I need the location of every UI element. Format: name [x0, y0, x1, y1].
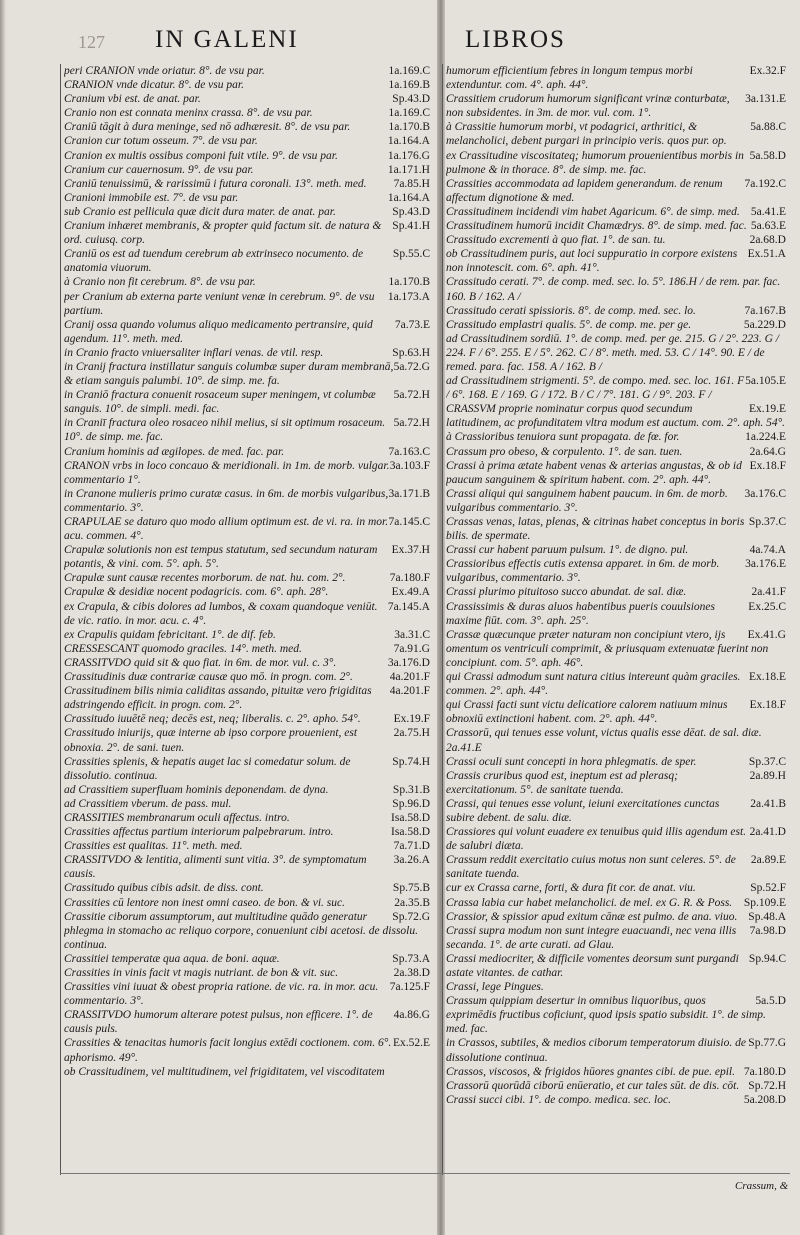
index-entry-text: à Cranio non fit cerebrum. 8°. de vsu par. — [64, 276, 256, 289]
index-entry-text: à Crassitie humorum morbi, vt podagrici, arthritici, & melancholici, debent purgari in principio veris. quos pur. op. — [446, 121, 727, 148]
index-entry-text: Cranium inhæret membranis, & propter quid factum sit. de natura & ord. cuiusq. corp. — [64, 220, 382, 247]
index-entry — [446, 233, 786, 247]
index-entry-text: Crassi à prima ætate habent venas & arterias angustas, & ob id paucum sanguinem & spiritum habent. com. 2°. aph. 44°. — [446, 459, 742, 486]
index-entry-text: Crassities cū lentore non inest omni caseo. de bon. & vi. suc. — [64, 896, 345, 909]
index-entry-text: ad Crassitudinem sordiū. 1°. de comp. med. per ge. 215. G / 2°. 223. G / 224. F / 6°. 255. E / 5°. 262. C / 8°. meth. med. 53. C / 14°. 90. E / de remed. para. fac. 158. A / 162. B / — [446, 332, 779, 373]
index-entry-reference: 4a.86.G — [393, 1009, 430, 1022]
index-entry-text: Cranion ex multis ossibus componi fuit vtile. 9°. de vsu par. — [64, 149, 338, 162]
index-entry — [64, 670, 430, 684]
index-entry — [446, 600, 786, 628]
index-entry — [446, 557, 786, 585]
index-entry-text: Cranioni immobile est. 7°. de vsu par. — [64, 191, 239, 204]
index-entry-reference: Ex.18.F — [749, 459, 786, 472]
index-entry — [64, 628, 430, 642]
index-entry-reference: Sp.73.A — [392, 952, 430, 965]
index-entry — [446, 459, 786, 487]
index-entry-text: Crassities splenis, & hepatis auget lac si comedatur solum. de dissolutio. continua. — [64, 755, 351, 782]
index-entry-reference: Sp.63.H — [392, 346, 430, 359]
index-entry — [64, 247, 430, 275]
index-entry — [64, 881, 430, 895]
index-entry-text: Crassities accommodata ad lapidem generandum. de renum affectum dignotione & med. — [446, 177, 723, 204]
index-entry — [64, 487, 430, 515]
index-entry — [64, 106, 430, 120]
index-entry-text: Crassitie ciborum assumptorum, aut multitudine quādo generatur phlegma in stomacho ac reliquo corpore, conueniunt cibi acetosi. de dissolu. continua. — [64, 910, 418, 951]
index-entry — [64, 360, 430, 388]
index-entry — [446, 670, 786, 698]
index-entry-text: Crassi, lege Pingues. — [446, 981, 544, 994]
index-entry-text: Craniū os est ad tuendum cerebrum ab extrinseco nocumento. de anatomia viuorum. — [64, 248, 364, 275]
index-entry-text: per Cranium ab externa parte veniunt venæ in cerebrum. 9°. de vsu partium. — [64, 290, 375, 317]
index-entry — [64, 134, 430, 148]
index-entry-reference: 1a.170.B — [388, 276, 430, 289]
running-head-left: IN GALENI — [155, 26, 299, 53]
index-entry-text: Crassi succi cibi. 1°. de compo. medica. sec. loc. — [446, 1093, 671, 1106]
index-entry-text: CRANION vnde dicatur. 8°. de vsu par. — [64, 79, 244, 92]
index-entry — [64, 163, 430, 177]
index-entry-text: Crassi aliqui qui sanguinem habent paucum. in 6m. de morb. vulgaribus commentario. 3°. — [446, 487, 728, 514]
index-entry — [64, 712, 430, 726]
index-entry — [446, 275, 786, 303]
index-entry — [446, 797, 786, 825]
index-entry-reference: Isa.58.D — [391, 811, 430, 824]
index-entry — [64, 839, 430, 853]
index-entry — [446, 205, 786, 219]
index-entry-reference: 2a.89.H — [749, 769, 786, 782]
index-entry-reference: Sp.77.G — [748, 1037, 786, 1050]
index-entry-text: Cranion cur totum osseum. 7°. de vsu par. — [64, 135, 258, 148]
index-entry-text: Crassities in vinis facit vt magis nutriant. de bon & vit. suc. — [64, 967, 339, 979]
index-entry — [64, 64, 430, 78]
index-entry-reference: 1a.176.G — [387, 149, 430, 162]
index-entry-text: Cranio non est connata meninx crassa. 8°. de vsu par. — [64, 107, 313, 120]
index-entry-text: CRASSITIES membranarum oculi affectus. intro. — [64, 811, 290, 824]
index-entry-reference: 2a.38.D — [393, 967, 430, 979]
index-entry — [446, 247, 786, 275]
index-entry — [64, 952, 430, 966]
index-entry-reference: Sp.96.D — [392, 797, 430, 810]
index-entry-reference: 2a.75.H — [393, 727, 430, 740]
index-entry-reference: 7a.192.C — [744, 177, 786, 190]
index-entry — [446, 825, 786, 853]
index-entry-text: CRASSITVDO humorum alterare potest pulsus, non efficere. 1°. de causis puls. — [64, 1009, 373, 1036]
catchword: Crassum, & — [735, 1180, 789, 1192]
index-entry-reference: 5a.208.D — [743, 1093, 786, 1106]
index-entry-text: sub Cranio est pellicula quæ dicit dura mater. de anat. par. — [64, 205, 336, 218]
index-entry-reference: 5a.229.D — [743, 318, 786, 331]
index-entry — [446, 92, 786, 120]
index-entry — [64, 980, 430, 1008]
page-edge-shadow — [0, 0, 6, 1235]
index-entry — [64, 346, 430, 360]
index-entry-reference: 2a.68.D — [749, 234, 786, 247]
index-entry-reference: 4a.74.A — [749, 544, 786, 557]
index-entry-text: Crassissimis & duras aluos habentibus pueris couulsiones maxime fiūt. com. 3°. aph. 25°. — [446, 600, 715, 627]
index-column-left — [64, 64, 430, 1179]
index-entry-reference: 2a.35.B — [394, 896, 430, 909]
index-entry-reference: 7a.73.E — [394, 318, 430, 331]
index-entry — [446, 1093, 786, 1107]
index-entry-reference: Sp.74.H — [392, 755, 430, 768]
page-bottom-rule — [60, 1173, 790, 1174]
index-entry — [64, 515, 430, 543]
index-entry — [64, 797, 430, 811]
index-entry-text: Crassi cur habent paruum pulsum. 1°. de digno. pul. — [446, 544, 689, 557]
index-entry-reference: 2a.64.G — [749, 445, 786, 458]
index-entry-text: ob Crassitudinem, vel multitudinem, vel frigiditatem, vel viscoditatem — [64, 1065, 385, 1078]
index-entry-text: Crassitudinem bilis nimia caliditas assando, pituitæ vero frigiditas adstringendo efficit. in progn. com. 2°. — [64, 685, 372, 712]
index-entry-reference: Sp.41.H — [392, 220, 430, 233]
index-entry-text: Craniū tenuissimū, & rarissimū i futura coronali. 13°. meth. med. — [64, 177, 367, 190]
index-entry-text: Cranium hominis ad ægilopes. de med. fac. par. — [64, 445, 285, 458]
index-entry-text: CRASSITVDO quid sit & quo fiat. in 6m. de mor. vul. c. 3°. — [64, 656, 337, 669]
index-entry-text: Crassiores qui volunt euadere ex tenuibus quid illis agendum est. de salubri diæta. — [446, 826, 747, 853]
index-entry-reference: Ex.32.F — [749, 65, 786, 77]
index-entry-text: Crapulæ & desidiæ nocent podagricis. com. 6°. aph. 28°. — [64, 586, 329, 599]
index-entry — [64, 543, 430, 571]
index-entry — [446, 896, 786, 910]
book-gutter — [437, 0, 445, 1235]
index-entry-text: ex Crapulis quidam febricitant. 1°. de dif. feb. — [64, 628, 276, 641]
index-entry-reference: 7a.167.B — [744, 304, 786, 317]
index-entry — [64, 318, 430, 346]
index-entry-reference: 1a.173.A — [387, 290, 430, 303]
index-entry — [64, 205, 430, 219]
index-entry-reference: Ex.51.A — [747, 248, 786, 261]
index-entry — [446, 543, 786, 557]
index-entry-reference: 2a.41.F — [751, 586, 786, 599]
index-entry-reference: 2a.41.B — [750, 797, 786, 810]
index-entry — [446, 994, 786, 1036]
index-entry-text: Crassitudo iuuētē neq; decēs est, neq; liberalis. c. 2°. apho. 54°. — [64, 713, 361, 726]
index-entry-text: Crapulæ solutionis non est tempus statutum, sed secundum naturam potantis, & vini. com. 5°. aph. 5°. — [64, 544, 378, 571]
index-entry — [446, 980, 786, 994]
index-entry — [64, 459, 430, 487]
index-entry — [64, 783, 430, 797]
index-entry-text: Crassior, & spissior apud exitum cānæ est pulmo. de ana. viuo. — [446, 910, 738, 923]
index-entry-text: Crassities vini iuuat & obest propria ratione. de vic. ra. in mor. acu. commentario. 3°. — [64, 981, 379, 1008]
index-entry-reference: Ex.25.C — [748, 600, 786, 613]
index-entry-reference: 1a.169.B — [388, 79, 430, 92]
index-entry-reference: Sp.37.C — [748, 755, 786, 768]
index-entry — [446, 698, 786, 726]
index-entry-text: CRASSITVDO & lentitia, alimenti sunt vitia. 3°. de symptomatum causis. — [64, 854, 367, 881]
index-entry — [446, 374, 786, 402]
index-entry — [446, 445, 786, 459]
index-entry — [446, 120, 786, 148]
index-entry-reference: 4a.201.F — [389, 671, 430, 684]
index-entry-reference: 3a.31.C — [394, 628, 430, 641]
index-entry-reference: 5a.72.G — [393, 360, 430, 373]
index-entry-reference: 5a.72.H — [393, 417, 430, 430]
index-entry — [446, 515, 786, 543]
page-folio: 127 — [78, 32, 105, 52]
index-entry-text: Crassitudinem humorū incidit Chamædrys. 8°. de simp. med. fac. — [446, 220, 747, 233]
index-entry — [64, 585, 430, 599]
index-entry — [64, 853, 430, 881]
index-entry-reference: 1a.224.E — [745, 431, 786, 444]
index-entry — [64, 177, 430, 191]
index-entry-reference: 5a.105.E — [745, 375, 786, 388]
index-entry-reference: 1a.164.A — [387, 191, 430, 204]
index-entry-text: in Cranone mulieris primo curatæ casus. in 6m. de morbis vulgaribus, commentario. 3°. — [64, 487, 389, 514]
index-entry-text: Crassi, qui tenues esse volunt, ieiuni exercitationes cunctas subire debent. de salu. diæ. — [446, 797, 720, 824]
index-entry — [64, 1065, 430, 1079]
index-entry-text: Crassities & tenacitas humoris facit longius extēdi coctionem. com. 6°. aphorismo. 49°. — [64, 1037, 392, 1064]
index-entry — [64, 1008, 430, 1036]
index-entry-text: Crassis cruribus quod est, ineptum est ad plerasq; exercitationum. 5°. de sanitate tuenda. — [446, 769, 678, 796]
index-entry-text: Crassi mediocriter, & difficile vomentes deorsum sunt purgandi astate vitantes. de cathar. — [446, 952, 739, 979]
index-entry-reference: Sp.43.D — [392, 205, 430, 218]
index-entry-text: Crassum quippiam desertur in omnibus liquoribus, quos exprimēdis fructibus coficiunt, quod ipsis spatio subsidit. 1°. de simp. med. fac. — [446, 995, 766, 1036]
index-entry-reference: 3a.171.B — [388, 487, 430, 500]
index-entry-text: à Crassioribus tenuiora sunt propagata. de fœ. for. — [446, 431, 680, 444]
index-entry-text: Crassum reddit exercitatio cuius motus non sunt celeres. 5°. de sanitate tuenda. — [446, 854, 736, 881]
index-entry-text: ad Crassitiem superfluam hominis deponendam. de dyna. — [64, 783, 329, 796]
index-entry — [446, 1036, 786, 1064]
index-entry-text: ob Crassitudinem puris, aut loci suppuratio in corpore existens non innotescit. com. 6°. aph. 41°. — [446, 248, 738, 275]
index-entry-reference: 1a.171.H — [387, 163, 430, 176]
index-entry-reference: 5a.88.C — [750, 121, 786, 134]
index-entry-text: Crassi oculi sunt concepti in hora phlegmatis. de sper. — [446, 755, 697, 768]
index-entry — [446, 318, 786, 332]
index-entry-reference: 1a.169.C — [388, 65, 430, 77]
index-entry-text: CRAPULAE se daturo quo modo allium optimum est. de vi. ra. in mor. acu. commen. 4°. — [64, 516, 389, 543]
index-entry — [64, 149, 430, 163]
index-entry — [64, 656, 430, 670]
index-entry-reference: Ex.19.E — [748, 403, 786, 416]
index-entry-reference: 2a.89.E — [750, 854, 786, 867]
index-entry — [64, 219, 430, 247]
index-entry-text: Crassitudo cerati spissioris. 8°. de comp. med. sec. lo. — [446, 304, 696, 317]
index-entry-reference: 3a.176.C — [744, 487, 786, 500]
index-entry-text: Crassum pro obeso, & corpulento. 1°. de san. tuen. — [446, 445, 683, 458]
index-entry-reference: 7a.180.F — [389, 572, 430, 585]
index-entry-text: CRASSVM proprie nominatur corpus quod secundum latitudinem, ac profunditatem vltra modum est auctum. com. 2°. aph. 54°. — [446, 403, 786, 430]
index-entry — [64, 600, 430, 628]
index-entry-reference: 7a.85.H — [393, 177, 430, 190]
index-entry-text: in Craniī fractura oleo rosaceo nihil melius, si sit optimum rosaceum. 10°. de simp. me. fac. — [64, 417, 386, 444]
index-entry — [446, 910, 786, 924]
index-entry — [446, 769, 786, 797]
index-entry-text: Crassioribus effectis cutis extensa apparet. in 6m. de morb. vulgaribus, commentario. 3°. — [446, 558, 720, 585]
index-entry-text: Crassitudinem incidendi vim habet Agaricum. 6°. de simp. med. — [446, 205, 740, 218]
index-entry-reference: 5a.72.H — [393, 389, 430, 402]
index-entry — [64, 896, 430, 910]
index-entry — [446, 177, 786, 205]
index-entry — [446, 304, 786, 318]
index-entry-reference: 4a.201.F — [389, 685, 430, 698]
index-entry-text: in Cranij fractura instillatur sanguis columbæ super duram membranā, & etiam sanguis palumbi. 10°. de simp. me. fa. — [64, 360, 394, 388]
index-entry-reference: Sp.48.A — [748, 910, 786, 923]
index-entry — [64, 275, 430, 289]
index-entry-reference: Sp.94.C — [748, 952, 786, 965]
index-entry — [64, 120, 430, 134]
index-entry-text: Crassities est qualitas. 11°. meth. med. — [64, 840, 243, 853]
index-entry — [446, 430, 786, 444]
index-entry-reference: 7a.91.G — [393, 642, 430, 655]
index-entry — [446, 755, 786, 769]
column-rule-left — [60, 64, 61, 1175]
index-entry-reference: 3a.176.D — [387, 656, 430, 669]
index-entry-text: Cranium vbi est. de anat. par. — [64, 93, 201, 106]
index-entry-text: Crassi supra modum non sunt integre euacuandi, nec vena illis secanda. 1°. de arte curati. ad Glau. — [446, 924, 737, 951]
index-entry-text: Crassas venas, latas, plenas, & citrinas habet conceptus in boris bilis. de spermate. — [446, 516, 745, 543]
index-entry-reference: 7a.145.C — [388, 516, 430, 528]
index-entry — [446, 952, 786, 980]
index-column-right — [446, 64, 786, 1179]
index-entry — [64, 811, 430, 825]
index-entry — [64, 290, 430, 318]
index-entry-reference: 3a.131.E — [745, 93, 786, 106]
index-entry-reference: 5a.41.E — [750, 205, 786, 218]
index-entry-reference: 1a.170.B — [388, 121, 430, 134]
index-entry-reference: Sp.72.G — [392, 910, 430, 923]
index-entry-text: Cranium cur cauernosum. 9°. de vsu par. — [64, 163, 254, 176]
index-entry-text: qui Crassi facti sunt victu delicatiore calorem natiuum minus obnoxiū extinctioni habent. com. 2°. aph. 44°. — [446, 699, 728, 726]
index-entry — [446, 149, 786, 177]
index-entry-text: Crassitudo iniurijs, quæ interne ab ipso corpore prouenient, est obnoxia. 2°. de sani. tuen. — [64, 727, 358, 754]
index-entry — [446, 585, 786, 599]
index-entry-reference: Ex.19.F — [393, 713, 430, 726]
index-entry-text: Crassitudo excrementi à quo fiat. 1°. de san. tu. — [446, 234, 666, 247]
index-entry-text: Cranij ossa quando volumus aliquo medicamento pertransire, quid agendum. 11°. meth. med. — [64, 318, 373, 345]
index-entry-text: Crassorū, qui tenues esse volunt, victus qualis esse dēat. de sal. diæ. 2a.41.E — [446, 727, 762, 754]
index-entry — [64, 966, 430, 980]
index-entry — [64, 1036, 430, 1064]
index-entry-text: Crassos, viscosos, & frigidos hūores gnantes cibi. de pue. epil. — [446, 1065, 735, 1078]
index-entry-reference: 2a.41.D — [749, 826, 786, 839]
index-entry-reference: Sp.75.B — [392, 882, 430, 895]
index-entry-text: in Cranio fracto vniuersaliter inflari venas. de vtil. resp. — [64, 346, 324, 359]
index-entry-text: peri CRANION vnde oriatur. 8°. de vsu par. — [64, 65, 265, 77]
index-entry-reference: Ex.18.E — [748, 671, 786, 684]
index-entry — [64, 910, 430, 952]
running-head-right: LIBROS — [465, 26, 566, 53]
index-entry-text: cur ex Crassa carne, forti, & dura fit cor. de anat. viu. — [446, 882, 696, 895]
index-entry — [64, 78, 430, 92]
index-entry-reference: Sp.72.H — [748, 1079, 786, 1092]
index-entry-reference: 3a.176.E — [745, 558, 786, 571]
index-entry — [446, 853, 786, 881]
index-entry — [64, 726, 430, 754]
index-entry-reference: 1a.169.C — [388, 107, 430, 120]
index-entry — [446, 332, 786, 374]
index-entry-text: Crassitiem crudorum humorum significant vrinæ conturbatæ, non subsidentes. in 3m. de mor. vul. com. 1°. — [446, 93, 730, 120]
index-entry — [446, 881, 786, 895]
index-entry-reference: 7a.98.D — [749, 924, 786, 937]
index-entry-text: Crassitudinis duæ contrariæ causæ quo mō. in progn. com. 2°. — [64, 671, 353, 684]
index-entry-text: qui Crassi admodum sunt natura citius intereunt quàm graciles. commen. 2°. aph. 44°. — [446, 671, 741, 698]
index-entry-reference: Sp.55.C — [392, 248, 430, 261]
index-entry-reference: Ex.37.H — [391, 544, 430, 557]
index-entry-reference: 3a.103.F — [389, 459, 430, 472]
index-entry-text: Crassities affectus partium interiorum palpebrarum. intro. — [64, 826, 334, 839]
index-entry-text: humorum efficientium febres in longum tempus morbi extenduntur. com. 4°. aph. 44°. — [446, 65, 693, 92]
index-entry-reference: 1a.164.A — [387, 135, 430, 148]
index-entry-reference: 7a.180.D — [743, 1065, 786, 1078]
index-entry — [64, 388, 430, 416]
index-entry-reference: 7a.163.C — [388, 445, 430, 458]
index-entry — [446, 924, 786, 952]
index-entry-text: Crassa labia cur habet melancholici. de mel. ex G. R. & Poss. — [446, 896, 733, 909]
index-entry-text: ex Crassitudine viscositateq; humorum prouenientibus morbis in pulmone & in thorace. 8°. de simp. me. fac. — [446, 149, 744, 176]
index-entry — [446, 628, 786, 670]
index-entry-text: ad Crassitudinem strigmenti. 5°. de compo. med. sec. loc. 161. F / 6°. 168. E / 169. G / 172. B / C / 7°. 181. G / 9°. 203. F / — [446, 375, 745, 402]
index-entry-reference: 7a.71.D — [393, 840, 430, 853]
index-entry — [64, 445, 430, 459]
index-entry-text: Crassitudo cerati. 7°. de comp. med. sec. lo. 5°. 186.H / de rem. par. fac. 160. B / 162. A / — [446, 276, 781, 303]
index-entry — [64, 92, 430, 106]
index-entry-text: in Craniō fractura conuenit rosaceum super meningem, vt columbæ sanguis. 10°. de simpli. medi. fac. — [64, 389, 376, 416]
index-entry — [64, 755, 430, 783]
index-entry-reference: Sp.52.F — [750, 882, 786, 895]
index-entry-reference: Ex.49.A — [391, 586, 430, 599]
index-entry — [446, 402, 786, 430]
index-entry — [446, 219, 786, 233]
index-entry — [446, 64, 786, 92]
index-entry-text: Crassi plurimo pituitoso succo abundat. de sal. diæ. — [446, 586, 687, 599]
index-entry-text: Craniū tāgit à dura meninge, sed nō adhæresit. 8°. de vsu par. — [64, 121, 351, 134]
index-entry — [446, 1079, 786, 1093]
index-entry-text: in Crassos, subtiles, & medios ciborum temperatorum diuisio. de dissolutione continua. — [446, 1037, 746, 1064]
index-entry — [64, 416, 430, 444]
index-entry — [446, 1065, 786, 1079]
index-entry-reference: Sp.109.E — [743, 896, 786, 909]
index-entry-reference: 7a.145.A — [387, 600, 430, 613]
index-entry-reference: Sp.43.D — [392, 93, 430, 106]
index-entry-reference: 3a.26.A — [393, 854, 430, 867]
index-entry-text: ex Crapula, & cibis dolores ad lumbos, & coxam quandoque veniūt. de vic. ratio. in mor. acu. c. 4°. — [64, 600, 378, 627]
index-entry-reference: Sp.31.B — [392, 783, 430, 796]
index-entry-reference: Ex.41.G — [747, 628, 786, 641]
index-entry-text: CRESSESCANT quomodo graciles. 14°. meth. med. — [64, 642, 302, 655]
index-entry — [446, 726, 786, 754]
index-entry — [64, 642, 430, 656]
index-entry — [446, 487, 786, 515]
column-rule-right — [442, 64, 443, 1175]
index-entry-reference: Isa.58.D — [391, 826, 430, 839]
index-entry-reference: Sp.37.C — [748, 516, 786, 528]
index-entry-text: Crassitudo quibus cibis adsit. de diss. cont. — [64, 882, 264, 895]
index-entry-text: CRANON vrbs in loco concauo & meridionali. in 1m. de morb. vulgar. commentario 1°. — [64, 459, 390, 486]
index-entry-reference: Ex.52.E — [392, 1037, 430, 1050]
index-entry-reference: 5a.63.E — [750, 220, 786, 233]
index-entry-reference: 5a.58.D — [749, 149, 786, 162]
index-entry-text: Crassitiei temperatæ qua aqua. de boni. aquæ. — [64, 952, 280, 965]
index-entry — [64, 825, 430, 839]
index-entry-reference: 5a.5.D — [755, 995, 786, 1008]
index-entry — [64, 684, 430, 712]
index-entry — [64, 191, 430, 205]
index-entry-text: Crassæ quæcunque præter naturam non concipiunt vtero, ijs omentum os ventriculi comprimit, & priusquam extenuatæ fuerint non concipiunt. com. 5°. aph. 46°. — [446, 628, 769, 669]
index-entry-text: Crassorū quorūdā ciborū enūeratio, et cur tales sūt. de dis. cōt. — [446, 1079, 740, 1092]
index-entry — [64, 571, 430, 585]
index-entry-text: Crapulæ sunt causæ recentes morborum. de nat. hu. com. 2°. — [64, 572, 346, 585]
index-entry-reference: Ex.18.F — [749, 699, 786, 712]
index-entry-text: ad Crassitiem vberum. de pass. mul. — [64, 797, 232, 810]
index-entry-reference: 7a.125.F — [389, 981, 430, 994]
index-entry-text: Crassitudo emplastri qualis. 5°. de comp. me. per ge. — [446, 318, 692, 331]
